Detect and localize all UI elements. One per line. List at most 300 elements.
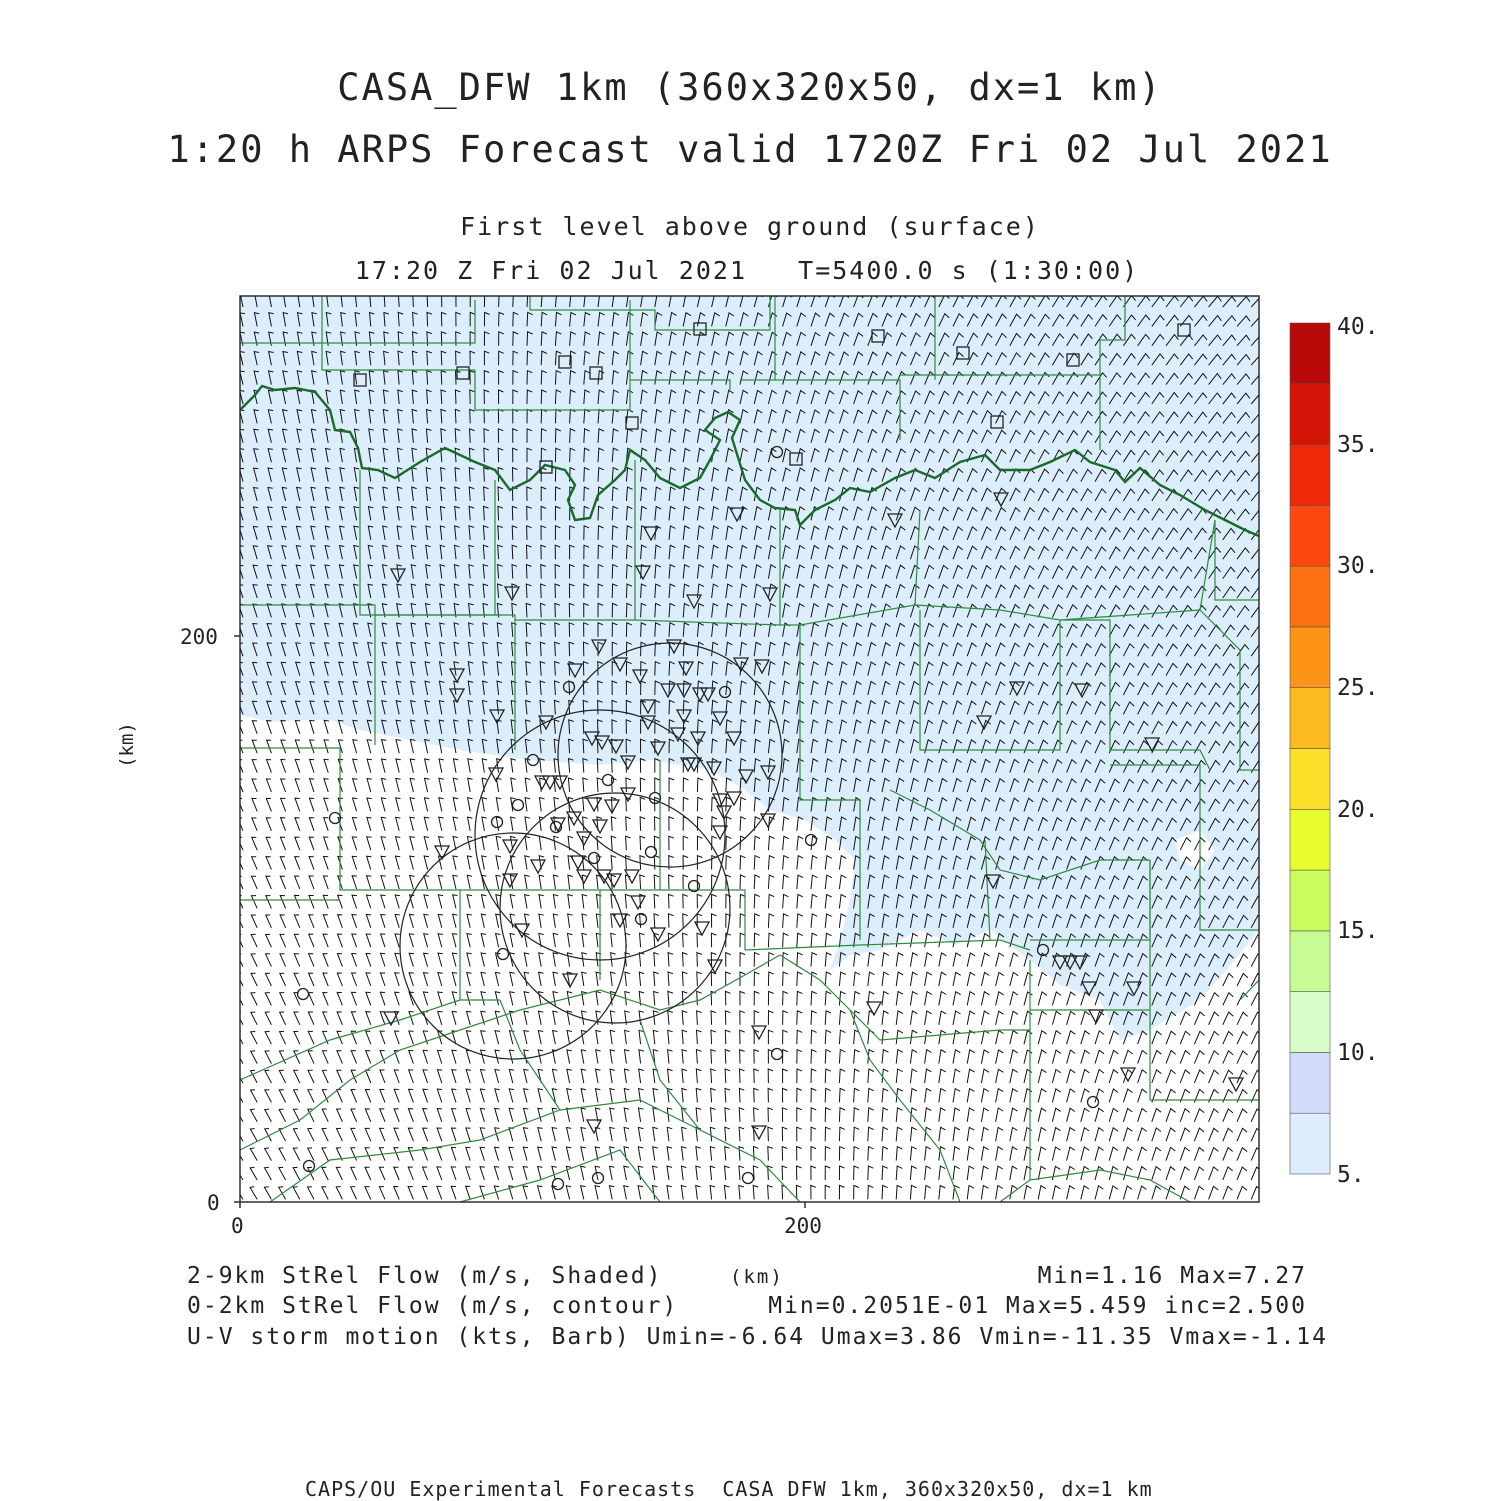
wind-barb: [811, 1166, 816, 1180]
colorbar-segment: [1290, 384, 1330, 445]
wind-barb: [797, 914, 803, 928]
wind-barb: [467, 837, 472, 851]
wind-barb: [896, 972, 903, 986]
wind-barb: [252, 779, 257, 792]
wind-barb: [266, 876, 272, 889]
wind-barb: [251, 973, 257, 986]
wind-barb: [438, 1050, 443, 1063]
wind-barb: [437, 1070, 442, 1083]
wind-barb: [496, 778, 501, 792]
wind-barb: [251, 1032, 258, 1045]
wind-barb: [797, 972, 803, 986]
wind-barb: [683, 875, 688, 889]
wind-barb: [783, 894, 789, 908]
wind-barb: [1223, 1148, 1233, 1161]
wind-barb: [1209, 1128, 1219, 1141]
wind-barb: [811, 1147, 816, 1161]
wind-barb: [696, 1069, 701, 1083]
wind-barb: [410, 876, 415, 890]
wind-barb: [437, 1147, 442, 1160]
wind-barb: [667, 1186, 672, 1200]
wind-barb: [582, 972, 587, 986]
wind-barb: [250, 1129, 257, 1142]
wind-barb: [337, 1012, 342, 1025]
wind-barb: [710, 1186, 715, 1200]
wind-barb: [596, 1089, 601, 1103]
wind-barb: [294, 1109, 300, 1122]
wind-barb: [252, 721, 257, 734]
wind-barb: [996, 992, 1004, 1006]
wind-barb: [338, 759, 343, 772]
wind-barb: [1024, 1069, 1032, 1083]
wind-barb: [538, 1108, 543, 1122]
wind-barb: [724, 1186, 729, 1200]
colorbar-label-40: 40.: [1337, 314, 1379, 340]
wind-barb: [1223, 1128, 1233, 1141]
wind-barb: [669, 836, 674, 850]
wind-barb: [953, 953, 961, 967]
wind-barb: [839, 1185, 844, 1199]
wind-barb: [967, 953, 975, 967]
wind-barb: [410, 895, 415, 909]
wind-barb: [682, 1069, 687, 1083]
wind-barb: [610, 1127, 615, 1141]
wind-barb: [538, 1186, 543, 1200]
wind-barb: [896, 1030, 903, 1044]
wind-barb: [410, 817, 415, 831]
wind-barb: [338, 740, 343, 753]
wind-barb: [510, 992, 515, 1006]
wind-barb: [783, 972, 789, 986]
wind-barb: [725, 1030, 730, 1044]
wind-barb: [953, 1069, 960, 1083]
wind-barb: [410, 759, 415, 773]
wind-barb: [1223, 993, 1234, 1006]
wind-barb: [323, 993, 328, 1006]
wind-barb: [524, 1108, 529, 1122]
wind-barb: [566, 1186, 571, 1200]
wind-barb: [324, 779, 329, 792]
wind-barb: [439, 837, 444, 851]
wind-barb: [252, 760, 257, 773]
wind-barb: [322, 1070, 328, 1083]
wind-barb: [554, 875, 559, 889]
wind-barb: [925, 1030, 932, 1044]
wind-barb: [754, 953, 759, 967]
wind-barb: [825, 991, 831, 1005]
wind-barb: [1180, 1109, 1190, 1122]
wind-barb: [825, 856, 832, 870]
wind-barb: [882, 1089, 888, 1103]
wind-barb: [466, 1186, 471, 1199]
wind-barb: [322, 1128, 328, 1141]
wind-barb: [467, 875, 472, 889]
wind-barb: [352, 817, 357, 830]
wind-barb: [953, 1030, 960, 1044]
wind-barb: [524, 1089, 529, 1103]
wind-barb: [797, 1030, 802, 1044]
wind-barb: [697, 914, 702, 928]
wind-barb: [1223, 1012, 1234, 1025]
wind-barb: [797, 1108, 802, 1122]
wind-barb: [654, 992, 659, 1006]
wind-barb: [639, 953, 644, 967]
wind-barb: [424, 876, 429, 890]
wind-barb: [423, 1109, 428, 1122]
wind-barb: [1052, 992, 1061, 1005]
wind-barb: [280, 934, 286, 947]
wind-barb: [322, 1109, 328, 1122]
wind-barb: [854, 972, 860, 986]
wind-barb: [653, 1147, 658, 1161]
wind-barb: [624, 1069, 629, 1083]
wind-barb: [1237, 1051, 1248, 1064]
wind-barb: [782, 1127, 787, 1141]
wind-barb: [337, 1051, 343, 1064]
wind-barb: [581, 1186, 586, 1200]
wind-barb: [754, 875, 760, 889]
wind-barb: [825, 1166, 830, 1180]
wind-barb: [726, 991, 731, 1005]
wind-barb: [868, 1166, 874, 1180]
wind-barb: [854, 1185, 859, 1199]
wind-barb: [925, 1089, 932, 1103]
wind-barb: [266, 779, 271, 792]
wind-barb: [797, 817, 804, 831]
wind-barb: [525, 856, 530, 870]
wind-barb: [782, 1166, 787, 1180]
wind-barb: [568, 933, 573, 947]
wind-barb: [783, 1069, 788, 1083]
wind-barb: [337, 954, 342, 967]
wind-barb: [281, 759, 286, 772]
wind-barb: [424, 934, 429, 948]
wind-barb: [654, 972, 659, 986]
wind-barb: [1194, 1012, 1204, 1025]
colorbar-label-15: 15.: [1337, 918, 1379, 944]
wind-barb: [753, 1185, 758, 1199]
wind-barb: [251, 934, 257, 947]
wind-barb: [740, 991, 745, 1005]
wind-barb: [939, 1011, 946, 1025]
wind-barb: [1038, 992, 1047, 1006]
wind-barb: [525, 895, 530, 909]
station-circle: [553, 1179, 564, 1190]
wind-barb: [740, 1011, 745, 1025]
wind-barb: [1223, 1051, 1233, 1064]
wind-barb: [825, 1108, 830, 1122]
wind-barb: [367, 856, 372, 869]
wind-barb: [381, 895, 386, 908]
wind-barb: [352, 954, 357, 967]
wind-barb: [910, 1089, 917, 1103]
wind-barb: [309, 973, 315, 986]
wind-barb: [1194, 1031, 1204, 1044]
wind-barb: [1024, 1031, 1032, 1045]
wind-barb: [625, 894, 630, 908]
wind-barb: [896, 1108, 902, 1122]
wind-barb: [553, 953, 558, 967]
wind-barb: [639, 1030, 644, 1044]
wind-barb: [424, 798, 429, 812]
wind-barb: [754, 1108, 759, 1122]
wind-barb: [739, 1088, 744, 1102]
wind-barb: [953, 1166, 960, 1180]
wind-barb: [396, 837, 401, 851]
wind-barb: [811, 953, 817, 967]
wind-barb: [624, 1108, 629, 1122]
wind-barb: [523, 1128, 528, 1142]
wind-barb: [811, 1185, 816, 1199]
wind-barb: [825, 836, 832, 850]
wind-barb: [797, 933, 803, 947]
wind-barb: [712, 914, 717, 928]
wind-barb: [324, 720, 329, 733]
wind-barb: [910, 933, 917, 947]
wind-barb: [754, 1069, 759, 1083]
wind-barb: [596, 1050, 601, 1064]
wind-barb: [925, 972, 932, 986]
wind-barb: [581, 1050, 586, 1064]
wind-barb: [323, 876, 328, 889]
colorbar-label-30: 30.: [1337, 553, 1379, 579]
wind-barb: [768, 1069, 773, 1083]
wind-barb: [381, 817, 386, 831]
wind-barb: [655, 797, 660, 811]
wind-barb: [352, 895, 357, 908]
wind-barb: [697, 836, 702, 850]
wind-barb: [896, 1127, 902, 1141]
wind-barb: [395, 856, 400, 870]
wind-barb: [939, 1089, 946, 1103]
wind-barb: [511, 778, 516, 792]
station-triangle: [1229, 1078, 1243, 1091]
wind-barb: [768, 875, 774, 889]
wind-barb: [439, 817, 444, 831]
wind-barb: [381, 856, 386, 869]
footer-barb-label: U-V storm motion (kts, Barb) Umin=-6.64 Umax=3.86 Vmin=-11.35 Vmax=-1.14: [187, 1324, 1328, 1350]
wind-barb: [395, 934, 400, 947]
wind-barb: [1251, 1070, 1262, 1083]
wind-barb: [896, 992, 903, 1006]
wind-barb: [854, 1088, 860, 1102]
wind-barb: [967, 1108, 974, 1122]
y-axis-label: (km): [115, 722, 138, 768]
wind-barb: [910, 1011, 917, 1025]
wind-barb: [640, 797, 645, 811]
wind-barb: [423, 1050, 428, 1063]
wind-barb: [797, 1127, 802, 1141]
wind-barb: [568, 875, 573, 889]
wind-barb: [453, 759, 458, 773]
wind-barb: [682, 972, 687, 986]
wind-barb: [739, 1108, 744, 1122]
wind-barb: [697, 953, 702, 967]
wind-barb: [953, 972, 961, 986]
wind-barb: [654, 953, 659, 967]
wind-barb: [854, 1147, 860, 1161]
wind-barb: [267, 760, 272, 773]
wind-barb: [1152, 1128, 1161, 1141]
wind-barb: [1052, 1186, 1060, 1200]
wind-barb: [925, 1108, 932, 1122]
wind-barb: [409, 1089, 414, 1102]
wind-barb: [365, 1090, 370, 1103]
wind-barb: [797, 1088, 802, 1102]
wind-barb: [754, 991, 759, 1005]
wind-barb: [266, 934, 272, 947]
wind-barb: [567, 953, 572, 967]
wind-barb: [380, 1070, 385, 1083]
wind-barb: [638, 1166, 643, 1180]
wind-barb: [783, 991, 788, 1005]
wind-barb: [868, 1069, 874, 1083]
valid-time-label: 17:20 Z Fri 02 Jul 2021 T=5400.0 s (1:30:00): [354, 256, 1140, 285]
wind-barb: [640, 875, 645, 889]
wind-barb: [725, 1011, 730, 1025]
station-triangle: [531, 860, 545, 873]
wind-barb: [725, 1166, 730, 1180]
wind-barb: [322, 1167, 328, 1180]
wind-barb: [653, 1127, 658, 1141]
wind-barb: [711, 1050, 716, 1064]
wind-barb: [496, 934, 501, 948]
wind-barb: [250, 1187, 257, 1200]
wind-barb: [996, 1147, 1003, 1161]
wind-barb: [467, 934, 472, 948]
wind-barb: [308, 1148, 314, 1161]
wind-barb: [740, 972, 745, 986]
wind-barb: [424, 914, 429, 928]
wind-barb: [1081, 1050, 1090, 1063]
wind-barb: [382, 740, 387, 754]
wind-barb: [322, 1148, 328, 1161]
wind-barb: [1180, 1031, 1190, 1044]
wind-barb: [394, 1128, 399, 1141]
wind-barb: [351, 1187, 357, 1200]
wind-barb: [523, 1186, 528, 1199]
wind-barb: [624, 1166, 629, 1180]
wind-barb: [422, 1186, 427, 1199]
wind-barb: [653, 1011, 658, 1025]
wind-barb: [250, 1109, 257, 1122]
wind-barb: [967, 992, 975, 1006]
wind-barb: [1123, 1128, 1132, 1141]
wind-barb: [423, 1089, 428, 1102]
wind-barb: [1038, 1128, 1046, 1142]
wind-barb: [1251, 1128, 1261, 1141]
wind-barb: [281, 740, 286, 753]
wind-barb: [453, 875, 458, 889]
wind-barb: [366, 1051, 371, 1064]
wind-barb: [366, 992, 371, 1005]
wind-barb: [425, 778, 430, 792]
wind-barb: [381, 934, 386, 947]
wind-barb: [1180, 1012, 1190, 1025]
wind-barb: [539, 836, 544, 850]
wind-barb: [308, 1090, 314, 1103]
colorbar-segment: [1290, 445, 1330, 506]
wind-barb: [981, 1186, 988, 1200]
wind-barb: [495, 1031, 500, 1045]
wind-barb: [310, 779, 315, 792]
wind-barb: [712, 894, 717, 908]
colorbar-segment: [1290, 1113, 1330, 1174]
wind-barb: [896, 1147, 902, 1161]
wind-barb: [482, 837, 487, 851]
wind-barb: [523, 1167, 528, 1181]
wind-barb: [1251, 1148, 1261, 1161]
wind-barb: [1024, 1089, 1032, 1103]
wind-barb: [310, 759, 315, 772]
wind-barb: [468, 778, 473, 792]
wind-barb: [696, 1147, 701, 1161]
wind-barb: [323, 895, 328, 908]
wind-barb: [638, 1147, 643, 1161]
wind-barb: [1081, 1070, 1090, 1083]
wind-barb: [367, 837, 372, 850]
wind-barb: [408, 1128, 413, 1141]
wind-barb: [438, 953, 443, 967]
wind-barb: [267, 721, 272, 734]
wind-barb: [395, 992, 400, 1005]
wind-barb: [264, 1187, 271, 1200]
wind-barb: [768, 1185, 773, 1199]
wind-barb: [280, 1031, 286, 1044]
title-line-2: 1:20 h ARPS Forecast valid 1720Z Fri 02 Jul 2021: [167, 128, 1333, 171]
wind-barb: [395, 1031, 400, 1044]
wind-barb: [1081, 1147, 1089, 1161]
wind-barb: [351, 1051, 356, 1064]
wind-barb: [352, 915, 357, 928]
wind-barb: [625, 875, 630, 889]
wind-barb: [711, 972, 716, 986]
wind-barb: [768, 914, 774, 928]
wind-barb: [854, 1166, 859, 1180]
wind-barb: [1109, 1108, 1118, 1121]
wind-barb: [367, 740, 372, 754]
wind-barb: [293, 1187, 300, 1200]
wind-barb: [1095, 1186, 1103, 1200]
wind-barb: [640, 914, 645, 928]
wind-barb: [1237, 1109, 1247, 1122]
wind-barb: [981, 1147, 988, 1161]
wind-barb: [796, 1185, 801, 1199]
wind-barb: [868, 1108, 874, 1122]
wind-barb: [611, 933, 616, 947]
wind-barb: [366, 915, 371, 928]
wind-barb: [711, 1069, 716, 1083]
wind-barb: [494, 1167, 499, 1180]
wind-barb: [265, 1051, 271, 1064]
wind-barb: [338, 934, 343, 947]
wind-barb: [252, 798, 257, 811]
colorbar-segment: [1290, 992, 1330, 1053]
wind-barb: [654, 894, 659, 908]
wind-barb: [396, 798, 401, 812]
wind-barb: [754, 933, 759, 947]
shaded-flow-region: [240, 296, 1259, 1040]
station-triangle: [577, 870, 591, 883]
wind-barb: [953, 992, 961, 1006]
wind-barb: [367, 798, 372, 811]
wind-barb: [525, 875, 530, 889]
wind-barb: [783, 875, 789, 889]
wind-barb: [1010, 972, 1018, 986]
wind-barb: [1052, 1011, 1061, 1025]
wind-barb: [265, 1109, 272, 1122]
wind-barb: [294, 1031, 300, 1044]
